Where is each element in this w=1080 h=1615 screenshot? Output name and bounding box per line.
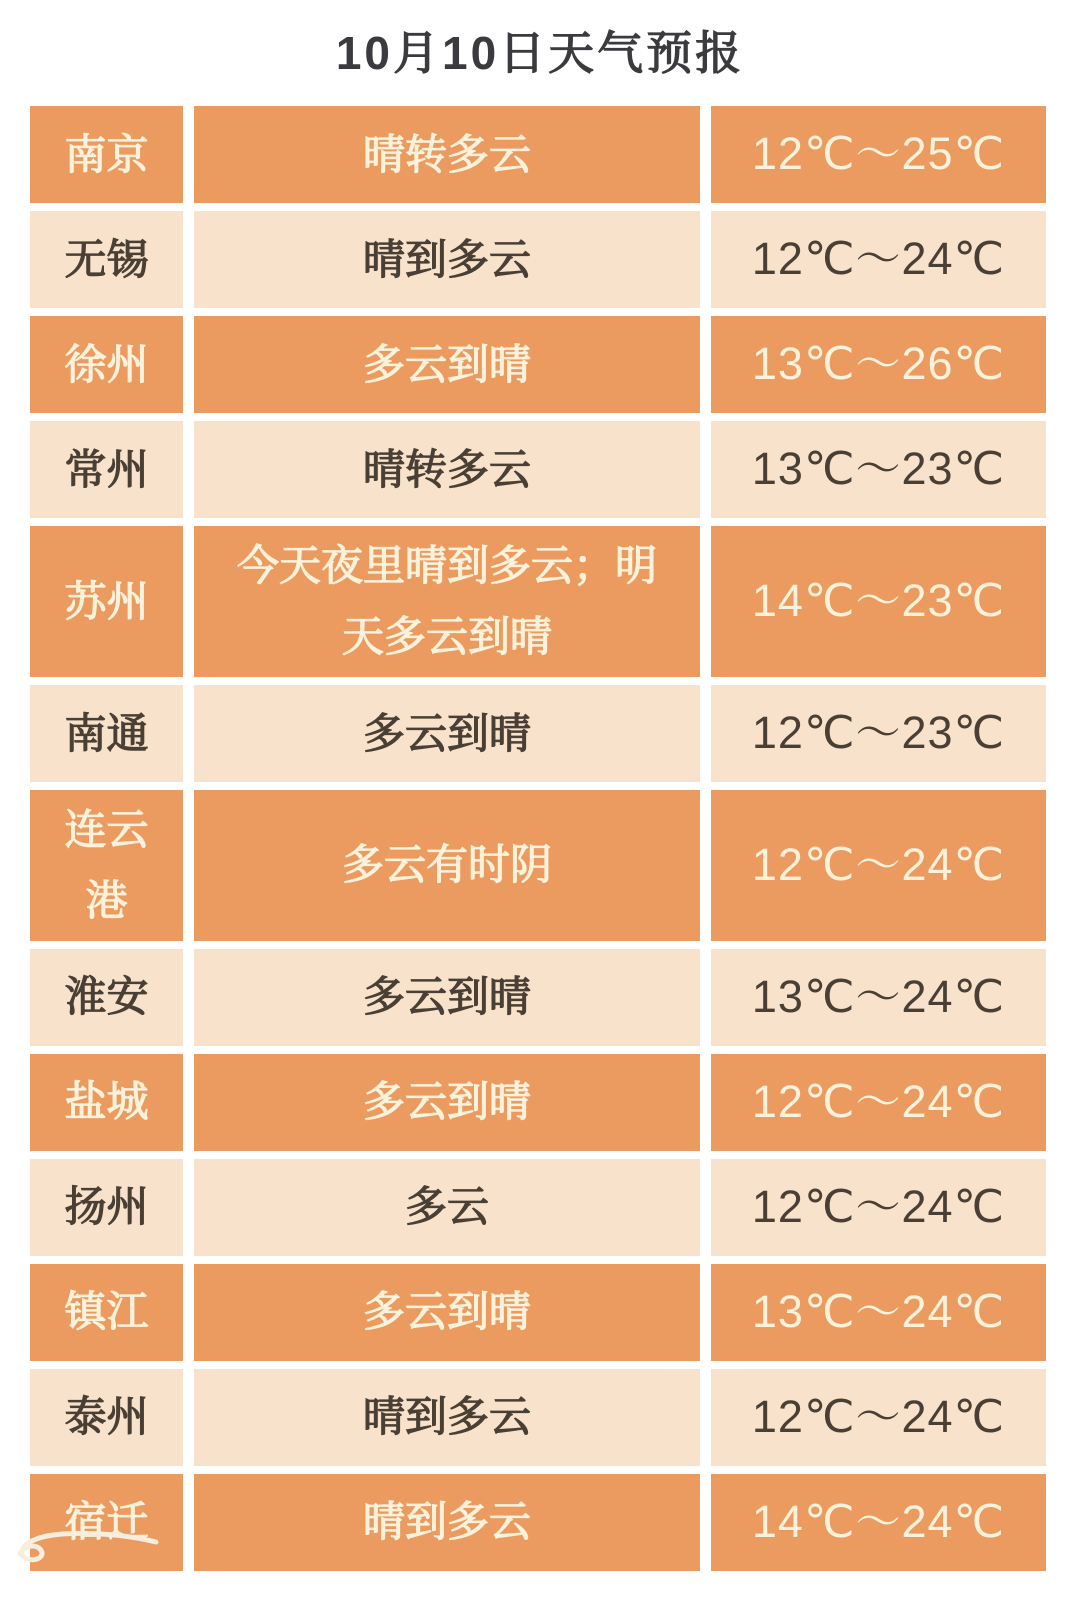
weather-cell: 晴到多云 — [194, 211, 700, 308]
weather-cell: 多云到晴 — [194, 949, 700, 1046]
table-row — [30, 1264, 1046, 1361]
city-cell: 扬州 — [30, 1159, 183, 1256]
city-cell: 徐州 — [30, 316, 183, 413]
temperature-cell: 13℃～24℃ — [711, 949, 1046, 1046]
table-row — [30, 949, 1046, 1046]
weather-cell: 多云到晴 — [194, 1264, 700, 1361]
temperature-cell: 12℃～24℃ — [711, 1159, 1046, 1256]
page-title: 10月10日天气预报 — [335, 27, 745, 79]
temperature-cell: 14℃～23℃ — [711, 526, 1046, 677]
weather-cell: 今天夜里晴到多云；明天多云到晴 — [194, 526, 700, 677]
temperature-cell: 13℃～24℃ — [711, 1264, 1046, 1361]
temperature-cell: 12℃～24℃ — [711, 790, 1046, 941]
table-row — [30, 685, 1046, 782]
table-row — [30, 526, 1046, 677]
city-cell: 连云港 — [30, 790, 183, 941]
temperature-cell: 12℃～23℃ — [711, 685, 1046, 782]
temperature-cell: 13℃～23℃ — [711, 421, 1046, 518]
city-cell: 苏州 — [30, 526, 183, 677]
table-row — [30, 421, 1046, 518]
table-row — [30, 790, 1046, 941]
forecast-table — [30, 106, 1046, 1571]
city-cell: 泰州 — [30, 1369, 183, 1466]
weather-cell: 晴转多云 — [194, 106, 700, 203]
temperature-cell: 12℃～24℃ — [711, 1054, 1046, 1151]
table-row — [30, 1474, 1046, 1571]
weather-cell: 晴转多云 — [194, 421, 700, 518]
table-row — [30, 1369, 1046, 1466]
weather-cell: 多云到晴 — [194, 1054, 700, 1151]
city-cell: 盐城 — [30, 1054, 183, 1151]
table-row — [30, 106, 1046, 203]
table-row — [30, 316, 1046, 413]
temperature-cell: 12℃～24℃ — [711, 1369, 1046, 1466]
temperature-cell: 14℃～24℃ — [711, 1474, 1046, 1571]
city-cell: 淮安 — [30, 949, 183, 1046]
weather-cell: 晴到多云 — [194, 1369, 700, 1466]
city-cell: 镇江 — [30, 1264, 183, 1361]
city-cell: 南通 — [30, 685, 183, 782]
table-row — [30, 1159, 1046, 1256]
temperature-cell: 13℃～26℃ — [711, 316, 1046, 413]
city-cell: 常州 — [30, 421, 183, 518]
city-cell: 无锡 — [30, 211, 183, 308]
city-cell: 南京 — [30, 106, 183, 203]
weather-cell: 多云到晴 — [194, 685, 700, 782]
weather-cell: 多云 — [194, 1159, 700, 1256]
table-row — [30, 1054, 1046, 1151]
temperature-cell: 12℃～25℃ — [711, 106, 1046, 203]
city-cell: 宿迁 — [30, 1474, 183, 1571]
table-row — [30, 211, 1046, 308]
weather-cell: 多云到晴 — [194, 316, 700, 413]
weather-cell: 多云有时阴 — [194, 790, 700, 941]
weather-cell: 晴到多云 — [194, 1474, 700, 1571]
temperature-cell: 12℃～24℃ — [711, 211, 1046, 308]
